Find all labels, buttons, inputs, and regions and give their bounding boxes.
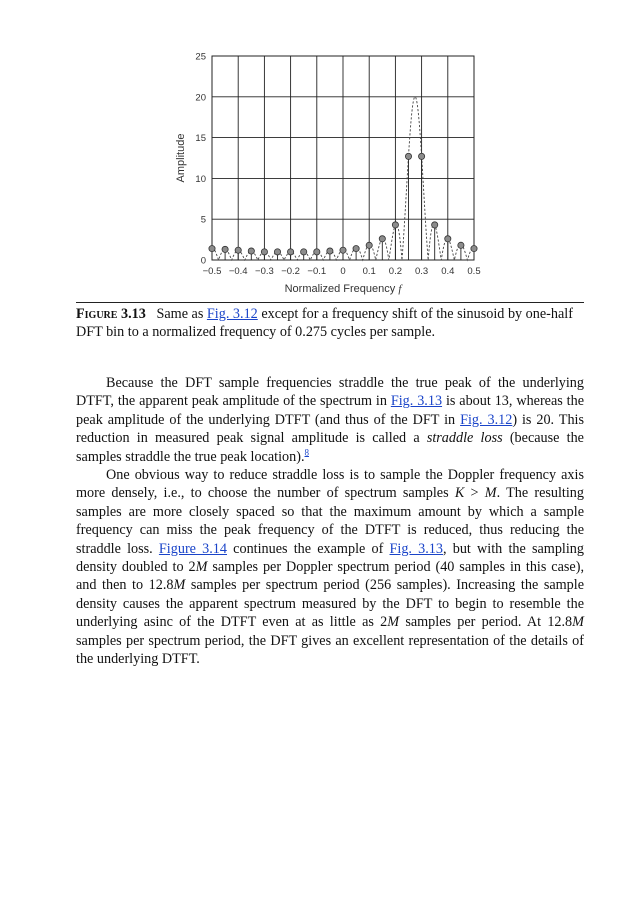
p1-text-4: (because the samples straddle the true peak location).	[76, 430, 584, 465]
x-tick-label: −0.2	[281, 266, 300, 277]
stem-marker	[405, 153, 411, 159]
y-tick-label: 25	[195, 51, 206, 63]
p2-text-9: samples per spectrum period, the DFT gives an excellent representation of the details of the underlying DTFT.	[76, 632, 584, 668]
stem-marker	[301, 249, 307, 255]
figure-caption	[76, 305, 584, 341]
footnote-link[interactable]: 8	[304, 446, 309, 457]
y-tick-label: 5	[200, 214, 206, 226]
stem-marker	[379, 236, 385, 242]
body-text	[76, 374, 584, 669]
y-tick-label: 0	[200, 255, 206, 267]
stem-marker	[248, 248, 254, 254]
caption-label: Figure 3.13	[76, 306, 146, 322]
var-M: M	[195, 559, 208, 576]
p2-text-4: continues the example of	[233, 540, 384, 557]
stem-marker	[314, 249, 320, 255]
p1-text-2: is about 13, whereas the peak amplitude of the underlying DTFT (and thus of the DFT in	[76, 393, 585, 428]
p1-link-fig-3-13[interactable]: Fig. 3.13	[390, 393, 443, 410]
var-M: M	[572, 614, 584, 631]
stem-marker	[458, 242, 464, 248]
stem-marker	[261, 249, 267, 255]
p2-text-6: samples per Doppler spectrum period (40 samples in this case), and then to 12.8	[76, 559, 584, 594]
stem-marker	[222, 246, 228, 252]
y-tick-label: 10	[195, 173, 206, 185]
stem-marker	[288, 249, 294, 255]
var-K: K	[454, 485, 465, 502]
stem-marker	[471, 245, 477, 251]
p1-text-1: Because the DFT sample frequencies straddle the true peak of the underlying DTFT, the apparent peak amplitude of the spectrum in	[76, 375, 584, 410]
p2-text-5: , but with the sampling density doubled to 2	[76, 540, 584, 576]
var-M: M	[484, 485, 497, 502]
caption-text-after: except for a frequency shift of the sinusoid by one-half DFT bin to a normalized frequency of 0.275 cycles per sample.	[76, 306, 573, 340]
stem-marker	[445, 236, 451, 242]
x-tick-label: −0.3	[255, 266, 274, 277]
p1-text-3: ) is 20. This reduction in measured peak signal amplitude is called a	[76, 411, 584, 447]
x-tick-label: 0.1	[362, 266, 376, 277]
x-tick-label: 0.3	[414, 266, 429, 277]
x-tick-label: −0.1	[307, 266, 327, 277]
p2-link-figure-3-14[interactable]: Figure 3.14	[158, 540, 227, 557]
paragraph-straddle-loss	[76, 374, 584, 466]
stem-marker	[432, 222, 438, 228]
x-tick-label: −0.5	[202, 266, 222, 277]
p2-text-3: . The resulting samples are more closely spaced so that the maximum amount by which a sample frequency can miss the peak frequency of the DTFT is reduced, thus reducing the straddle loss.	[76, 485, 584, 557]
x-tick-label: −0.4	[228, 266, 248, 277]
p1-link-fig-3-12[interactable]: Fig. 3.12	[460, 411, 513, 428]
stem-marker	[235, 247, 241, 253]
x-tick-label: 0.4	[441, 266, 455, 277]
y-tick-label: 20	[195, 92, 206, 104]
stem-marker	[353, 245, 359, 251]
stem-marker	[209, 245, 215, 251]
p2-link-fig-3-13[interactable]: Fig. 3.13	[389, 540, 443, 557]
x-tick-label: 0.2	[388, 266, 403, 277]
stem-marker	[274, 249, 280, 255]
stem-marker	[366, 242, 372, 248]
caption-text-before: Same as	[156, 306, 204, 322]
amplitude-chart	[170, 46, 490, 304]
var-M: M	[387, 614, 400, 631]
stem-marker	[327, 248, 333, 254]
figure-3-13	[170, 46, 490, 304]
stem-marker	[392, 222, 398, 228]
p2-text-7: samples per spectrum period (256 samples). Increasing the sample density causes the apparent spectrum measured by the DFT to begin to resemble the underlying asinc of the DTFT even at as little as 2	[76, 577, 584, 631]
var-M: M	[173, 577, 186, 594]
p2-text-2: >	[470, 485, 479, 502]
x-tick-label: 0.5	[467, 266, 481, 277]
y-axis-label: Amplitude	[175, 133, 187, 183]
term-straddle-loss: straddle loss	[426, 430, 503, 447]
x-tick-label: 0	[340, 266, 346, 277]
stem-marker	[419, 153, 425, 159]
x-axis-label: Normalized Frequency f	[284, 283, 402, 295]
p2-text-1: One obvious way to reduce straddle loss is to sample the Doppler frequency axis more densely, i.e., to choose the number of spectrum samples	[76, 467, 584, 502]
stem-marker	[340, 247, 346, 253]
caption-link-fig-3-12[interactable]: Fig. 3.12	[206, 306, 258, 322]
caption-rule	[76, 302, 584, 303]
p2-text-8: samples per period. At 12.8	[405, 614, 573, 631]
y-tick-label: 15	[195, 133, 206, 145]
paragraph-sampling-density	[76, 466, 584, 668]
